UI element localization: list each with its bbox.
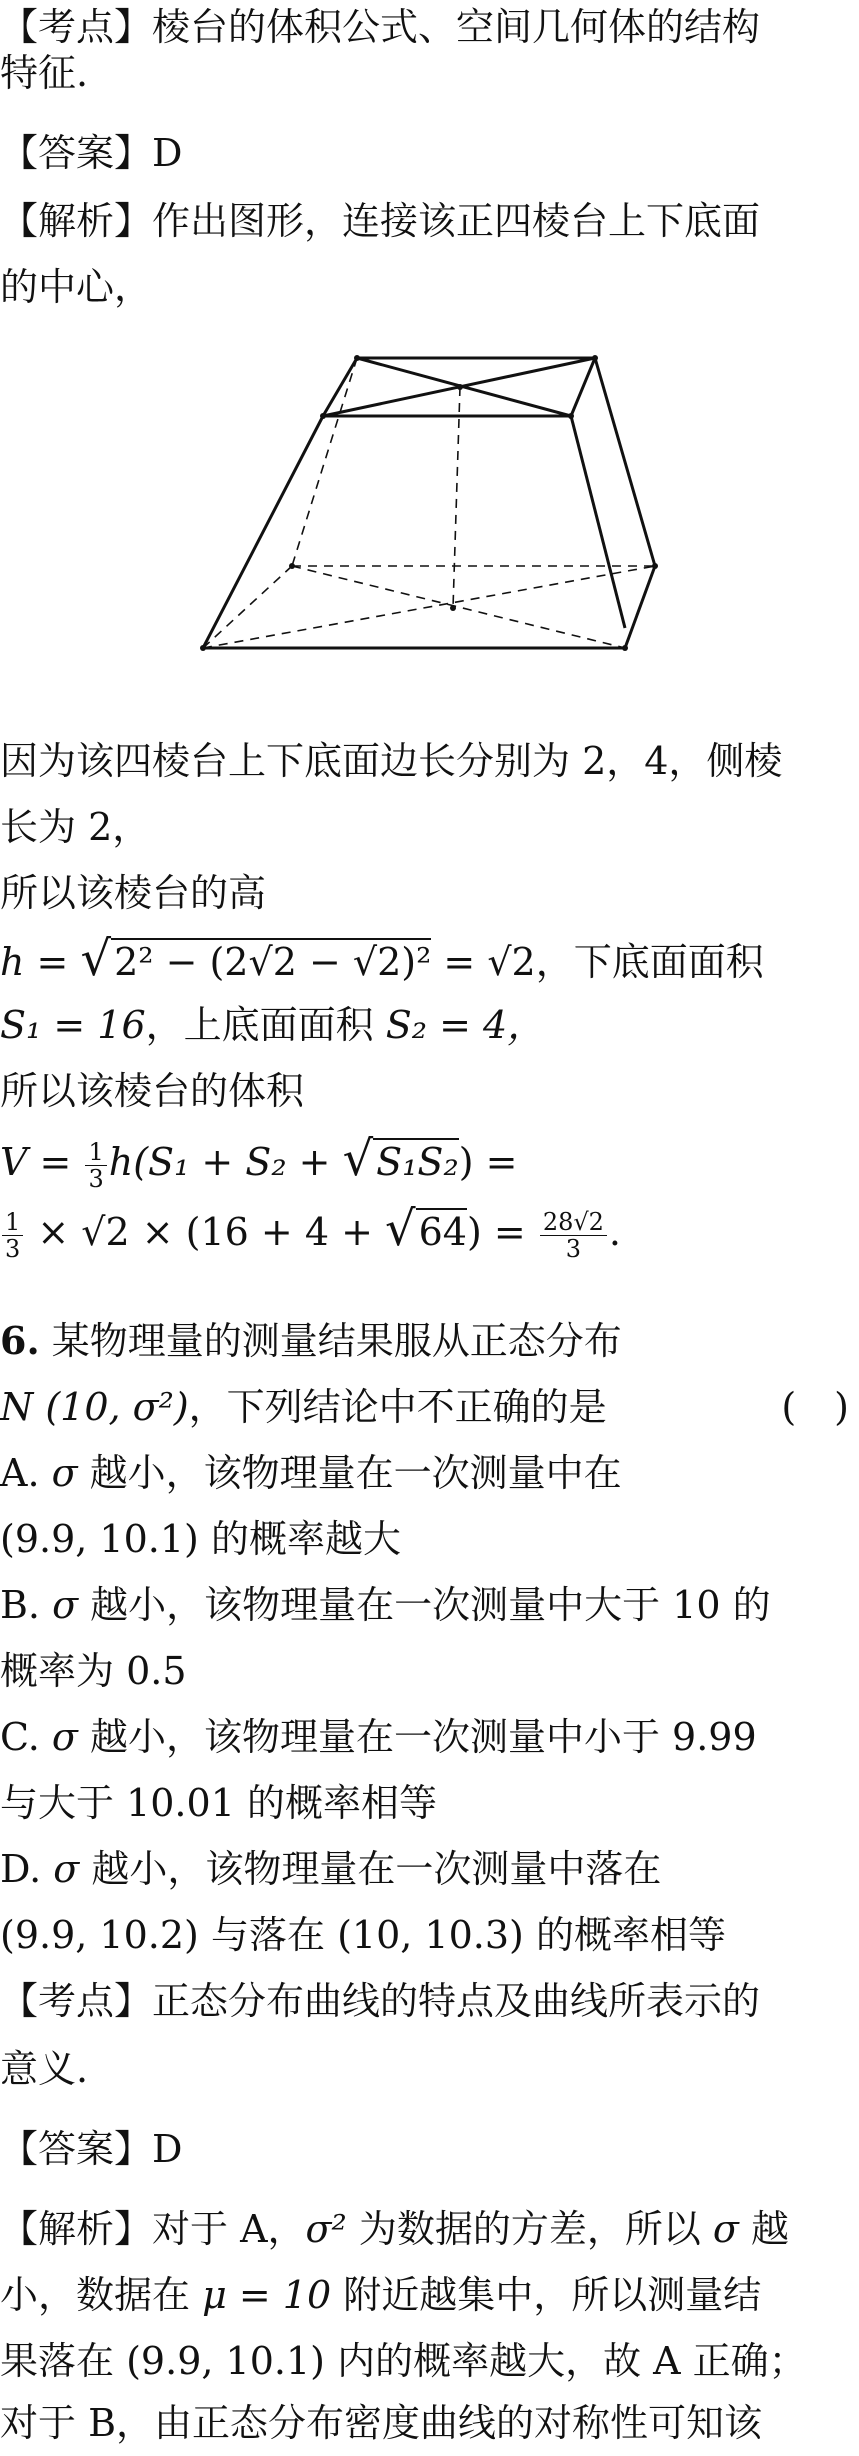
option-text: 的概率相等 (535, 1913, 726, 1957)
question-number: 6. (0, 1318, 40, 1363)
option-text: 与落在 (210, 1913, 325, 1957)
text-fragment: 越 (750, 2207, 789, 2251)
sigma-squared: σ² (305, 2207, 347, 2251)
option-b (0, 1572, 859, 1638)
interval: (9.9, 10.1) (126, 2339, 325, 2383)
text-line: 【答案】D (0, 2127, 183, 2171)
period: . (608, 1210, 622, 1254)
option-d (0, 1836, 859, 1902)
sigma-symbol: σ (52, 1583, 79, 1627)
interval: (9.9, 10.1) (0, 1517, 199, 1561)
option-text: 越小，该物理量在一次测量中落在 (91, 1847, 662, 1891)
option-label: B. (0, 1583, 41, 1627)
option-label: A. (0, 1451, 40, 1495)
height-formula (0, 926, 859, 992)
sqrt-icon: √ (80, 931, 112, 987)
normal-dist: N (10, σ²) (0, 1385, 189, 1429)
calc-end: ) = (466, 1210, 538, 1254)
text-line: 【答案】D (0, 131, 183, 175)
sqrt-icon: √ (342, 1131, 374, 1187)
interval: (10, 10.3) (337, 1913, 524, 1957)
option-text: 越小，该物理量在一次测量中在 (89, 1451, 622, 1495)
option-label: D. (0, 1847, 42, 1891)
option-label: C. (0, 1715, 40, 1759)
option-b-cont: 概率为 0.5 (0, 1649, 187, 1693)
area-formula (0, 992, 859, 1058)
option-a-cont (0, 1506, 859, 1572)
v-body: h(S₁ + S₂ + (108, 1140, 343, 1184)
text-fragment: 【解析】对于 A， (0, 2207, 306, 2251)
text-line: 所以该棱台的高 (0, 871, 267, 915)
question-text: 某物理量的测量结果服从正态分布 (51, 1319, 622, 1363)
sigma-symbol: σ (51, 1715, 78, 1759)
option-text: 越小，该物理量在一次测量中小于 9.99 (89, 1715, 757, 1759)
text-fragment: ，上底面面积 (145, 1003, 374, 1047)
option-text: 越小，该物理量在一次测量中大于 10 的 (90, 1583, 771, 1627)
text-line: 【考点】正态分布曲线的特点及曲线所表示的 (0, 1979, 761, 2023)
sqrt-icon: √ (385, 1201, 416, 1257)
text-line: 特征. (0, 51, 89, 95)
text-fragment: 附近越集中，所以测量结 (343, 2273, 762, 2317)
text-fragment: 果落在 (0, 2339, 115, 2383)
question-6 (0, 1308, 859, 1374)
question-text: ，下列结论中不正确的是 (188, 1385, 607, 1429)
text-line: 所以该棱台的体积 (0, 1069, 305, 1113)
sigma-symbol: σ (712, 2207, 739, 2251)
text-fragment: 为数据的方差，所以 (358, 2207, 701, 2251)
option-c-cont: 与大于 10.01 的概率相等 (0, 1781, 437, 1825)
analysis-line-3 (0, 2328, 859, 2394)
mu-value: μ = 10 (202, 2273, 332, 2317)
s2-value: S₂ = 4， (385, 1003, 546, 1047)
v-end: ) = (458, 1140, 518, 1184)
text-fragment: 小，数据在 (0, 2273, 191, 2317)
result-fraction: $\frac{28√2}{3}$ (540, 1209, 607, 1262)
analysis-line-4: 对于 B，由正态分布密度曲线的对称性可知该 (0, 2401, 763, 2445)
h-value: = √2 (431, 940, 536, 984)
option-text: 的概率越大 (210, 1517, 401, 1561)
fraction: $\frac{1}{3}$ (85, 1139, 106, 1192)
text-line: 【考点】棱台的体积公式、空间几何体的结构 (0, 5, 761, 49)
h-radicand: 2² − (2√2 − √2)² (111, 938, 431, 984)
fraction: $\frac{1}{3}$ (2, 1209, 23, 1262)
v-label: V = (0, 1140, 84, 1184)
h-label: h = (0, 940, 81, 984)
text-line: 意义. (0, 2047, 89, 2091)
interval: (9.9, 10.2) (0, 1913, 199, 1957)
analysis-line-2 (0, 2262, 859, 2328)
option-a (0, 1440, 859, 1506)
text-line: 的中心， (0, 265, 153, 309)
text-fragment: ，下底面面积 (535, 940, 764, 984)
text-line: 【解析】作出图形，连接该正四棱台上下底面 (0, 199, 761, 243)
sigma-symbol: σ (51, 1451, 78, 1495)
calc-radicand: 64 (416, 1208, 467, 1254)
v-radicand: S₁S₂ (373, 1138, 459, 1184)
calc-body: × √2 × (16 + 4 + (25, 1210, 386, 1254)
frustum-figure (195, 350, 665, 670)
text-fragment: 内的概率越大，故 A 正确； (337, 2339, 807, 2383)
question-6-cont (0, 1374, 859, 1440)
answer-blank: ( ) (781, 1385, 849, 1429)
sigma-symbol: σ (53, 1847, 80, 1891)
option-c (0, 1704, 859, 1770)
analysis-line-1 (0, 2196, 859, 2262)
volume-formula (0, 1126, 859, 1192)
option-d-cont (0, 1902, 859, 1968)
text-line: 长为 2， (0, 805, 151, 849)
s1-value: S₁ = 16 (0, 1003, 146, 1047)
text-line: 因为该四棱台上下底面边长分别为 2，4，侧棱 (0, 739, 783, 783)
volume-calc (0, 1196, 859, 1262)
